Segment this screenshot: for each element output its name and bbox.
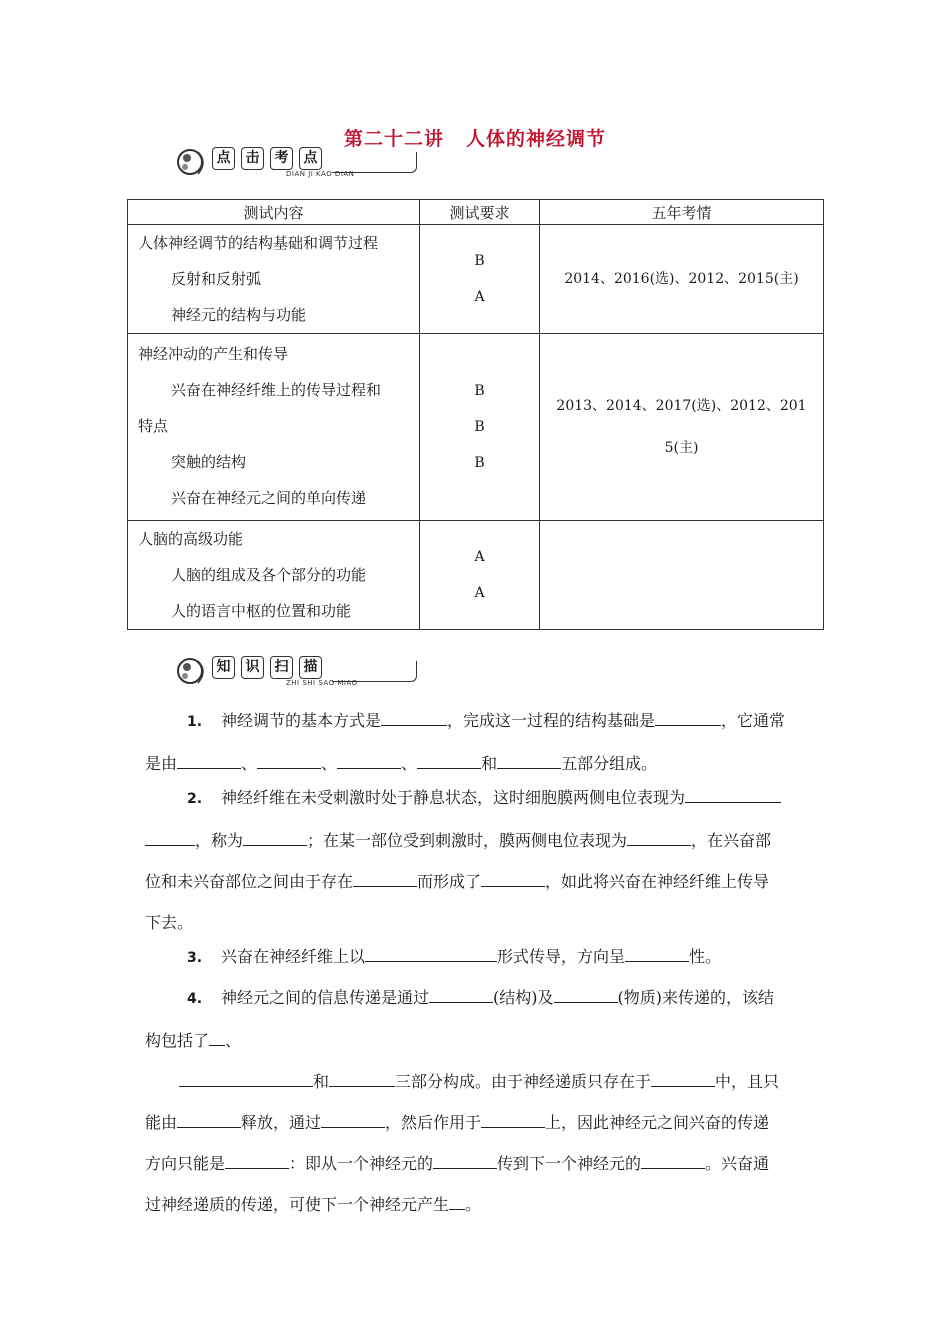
badge-char: 知 [212, 656, 235, 679]
badge-char: 识 [241, 656, 264, 679]
question-4 [145, 977, 807, 1225]
table-row [128, 334, 824, 521]
answer-blank[interactable] [625, 947, 689, 962]
question-text: 神经纤维在未受刺激时处于静息状态，这时细胞膜两侧电位表现为 [221, 788, 686, 807]
requirement-level: B [474, 253, 485, 269]
table-header-row [128, 200, 824, 225]
badge-char: 点 [212, 147, 235, 170]
question-text: 、 [401, 754, 418, 773]
table-row [128, 225, 824, 334]
question-text: 构包括了 [145, 1031, 210, 1050]
answer-blank[interactable] [243, 831, 307, 846]
question-text: 过神经递质的传递，可使下一个神经元产生 [145, 1195, 450, 1214]
content-item: 神经冲动的产生和传导 [138, 345, 289, 363]
answer-blank[interactable] [627, 831, 691, 846]
answer-blank[interactable] [177, 754, 241, 769]
question-number: 2. [187, 791, 203, 807]
answer-blank[interactable] [365, 947, 497, 962]
answer-blank[interactable] [329, 1072, 395, 1087]
content-item: 神经元的结构与功能 [171, 306, 307, 324]
badge-char: 扫 [270, 656, 293, 679]
badge-char: 点 [299, 147, 322, 170]
row-years [540, 521, 824, 630]
section-badge-zhi-shi-sao-miao [176, 651, 421, 691]
question-text: 和 [313, 1072, 330, 1091]
question-text: 。 [465, 1195, 482, 1214]
content-item: 人的语言中枢的位置和功能 [171, 602, 352, 620]
question-text: 神经调节的基本方式是 [221, 711, 382, 730]
badge-char: 击 [241, 147, 264, 170]
content-item: 兴奋在神经元之间的单向传递 [171, 489, 367, 507]
answer-blank[interactable] [337, 754, 401, 769]
question-text: 五部分组成。 [561, 754, 658, 773]
question-text: 和 [481, 754, 498, 773]
question-text: ，它通常 [721, 711, 786, 730]
row-years [540, 225, 824, 334]
question-text: 三部分构成。由于神经递质只存在于 [395, 1072, 652, 1091]
answer-blank[interactable] [353, 872, 417, 887]
answer-blank[interactable] [429, 988, 493, 1003]
question-text: 神经元之间的信息传递是通过 [221, 988, 430, 1007]
row-content [128, 334, 420, 521]
badge-char: 描 [299, 656, 322, 679]
lecture-topic: 人体的神经调节 [466, 128, 607, 150]
question-text: (结构)及 [493, 988, 554, 1007]
badge-char: 考 [270, 147, 293, 170]
question-1 [145, 700, 807, 784]
answer-blank[interactable] [481, 1113, 545, 1128]
answer-blank[interactable] [145, 831, 195, 846]
lecture-title [0, 124, 950, 151]
answer-blank[interactable] [481, 872, 545, 887]
row-requirement [420, 225, 540, 334]
section-logo-icon [176, 655, 210, 687]
question-text: 释放，通过 [241, 1113, 322, 1132]
years-text: 2014、2016(选)、2012、2015(主) [564, 271, 799, 287]
question-text: ，完成这一过程的结构基础是 [447, 711, 656, 730]
requirement-level: B [474, 383, 485, 399]
header-requirement: 测试要求 [420, 200, 540, 225]
years-text: 5(主) [664, 440, 699, 456]
answer-blank[interactable] [321, 1113, 385, 1128]
question-text: 。兴奋通 [705, 1154, 770, 1173]
requirement-level: B [474, 419, 485, 435]
row-content [128, 521, 420, 630]
question-text: 形式传导，方向呈 [497, 947, 626, 966]
question-text: (物质)来传递的，该结 [617, 988, 775, 1007]
content-item: 人脑的组成及各个部分的功能 [171, 566, 367, 584]
question-number: 4. [187, 991, 203, 1007]
question-text: 、 [321, 754, 338, 773]
question-text: 是由 [145, 754, 178, 773]
question-text: 上，因此神经元之间兴奋的传递 [545, 1113, 770, 1132]
content-item: 兴奋在神经纤维上的传导过程和 [171, 381, 382, 399]
answer-blank[interactable] [257, 754, 321, 769]
question-text: ；在某一部位受到刺激时，膜两侧电位表现为 [307, 831, 628, 850]
question-2 [145, 777, 807, 943]
question-text: 位和未兴奋部位之间由于存在 [145, 872, 354, 891]
question-text: 中，且只 [715, 1072, 780, 1091]
question-text: 、 [241, 754, 258, 773]
row-years [540, 334, 824, 521]
badge-pinyin: ZHI SHI SAO MIAO [286, 679, 358, 687]
question-text: 下去。 [145, 913, 194, 932]
answer-blank[interactable] [655, 711, 721, 726]
answer-blank[interactable] [641, 1154, 705, 1169]
content-item: 人脑的高级功能 [138, 530, 244, 548]
question-text: ，在兴奋部 [691, 831, 772, 850]
badge-pinyin: DIAN JI KAO DIAN [286, 170, 355, 178]
requirement-level: A [474, 585, 485, 601]
question-number: 1. [187, 714, 203, 730]
years-text: 2013、2014、2017(选)、2012、201 [556, 398, 807, 414]
answer-blank[interactable] [685, 788, 781, 803]
question-text: ，称为 [195, 831, 244, 850]
content-item: 反射和反射弧 [171, 270, 262, 288]
question-number: 3. [187, 950, 203, 966]
answer-blank[interactable] [225, 1154, 289, 1169]
question-text: 能由 [145, 1113, 178, 1132]
section-logo-icon [176, 146, 210, 178]
content-item: 突触的结构 [171, 453, 247, 471]
question-text: ，如此将兴奋在神经纤维上传导 [545, 872, 770, 891]
answer-blank[interactable] [449, 1195, 465, 1210]
answer-blank[interactable] [651, 1072, 715, 1087]
answer-blank[interactable] [417, 754, 481, 769]
row-requirement [420, 521, 540, 630]
answer-blank[interactable] [497, 754, 561, 769]
question-text: 传到下一个神经元的 [497, 1154, 642, 1173]
question-3 [145, 936, 807, 979]
requirement-level: A [474, 289, 485, 305]
question-text: 性。 [689, 947, 722, 966]
question-text: 兴奋在神经纤维上以 [221, 947, 366, 966]
question-text: ，然后作用于 [385, 1113, 482, 1132]
row-content [128, 225, 420, 334]
content-item: 人体神经调节的结构基础和调节过程 [138, 234, 379, 252]
answer-blank[interactable] [177, 1113, 241, 1128]
section-badge-dian-ji-kao-dian [176, 142, 421, 182]
requirement-level: A [474, 549, 485, 565]
content-item: 特点 [138, 417, 169, 435]
lecture-number: 第二十二讲 [343, 128, 444, 150]
header-five-year: 五年考情 [540, 200, 824, 225]
header-content: 测试内容 [128, 200, 420, 225]
answer-blank[interactable] [554, 988, 618, 1003]
answer-blank[interactable] [381, 711, 447, 726]
requirement-level: B [474, 455, 485, 471]
answer-blank[interactable] [433, 1154, 497, 1169]
question-text: 、 [225, 1031, 242, 1050]
requirements-table [127, 199, 824, 630]
answer-blank[interactable] [209, 1031, 225, 1046]
row-requirement [420, 334, 540, 521]
answer-blank[interactable] [179, 1072, 313, 1087]
question-text: ：即从一个神经元的 [289, 1154, 434, 1173]
table-row [128, 521, 824, 630]
question-text: 而形成了 [417, 872, 482, 891]
question-text: 方向只能是 [145, 1154, 226, 1173]
